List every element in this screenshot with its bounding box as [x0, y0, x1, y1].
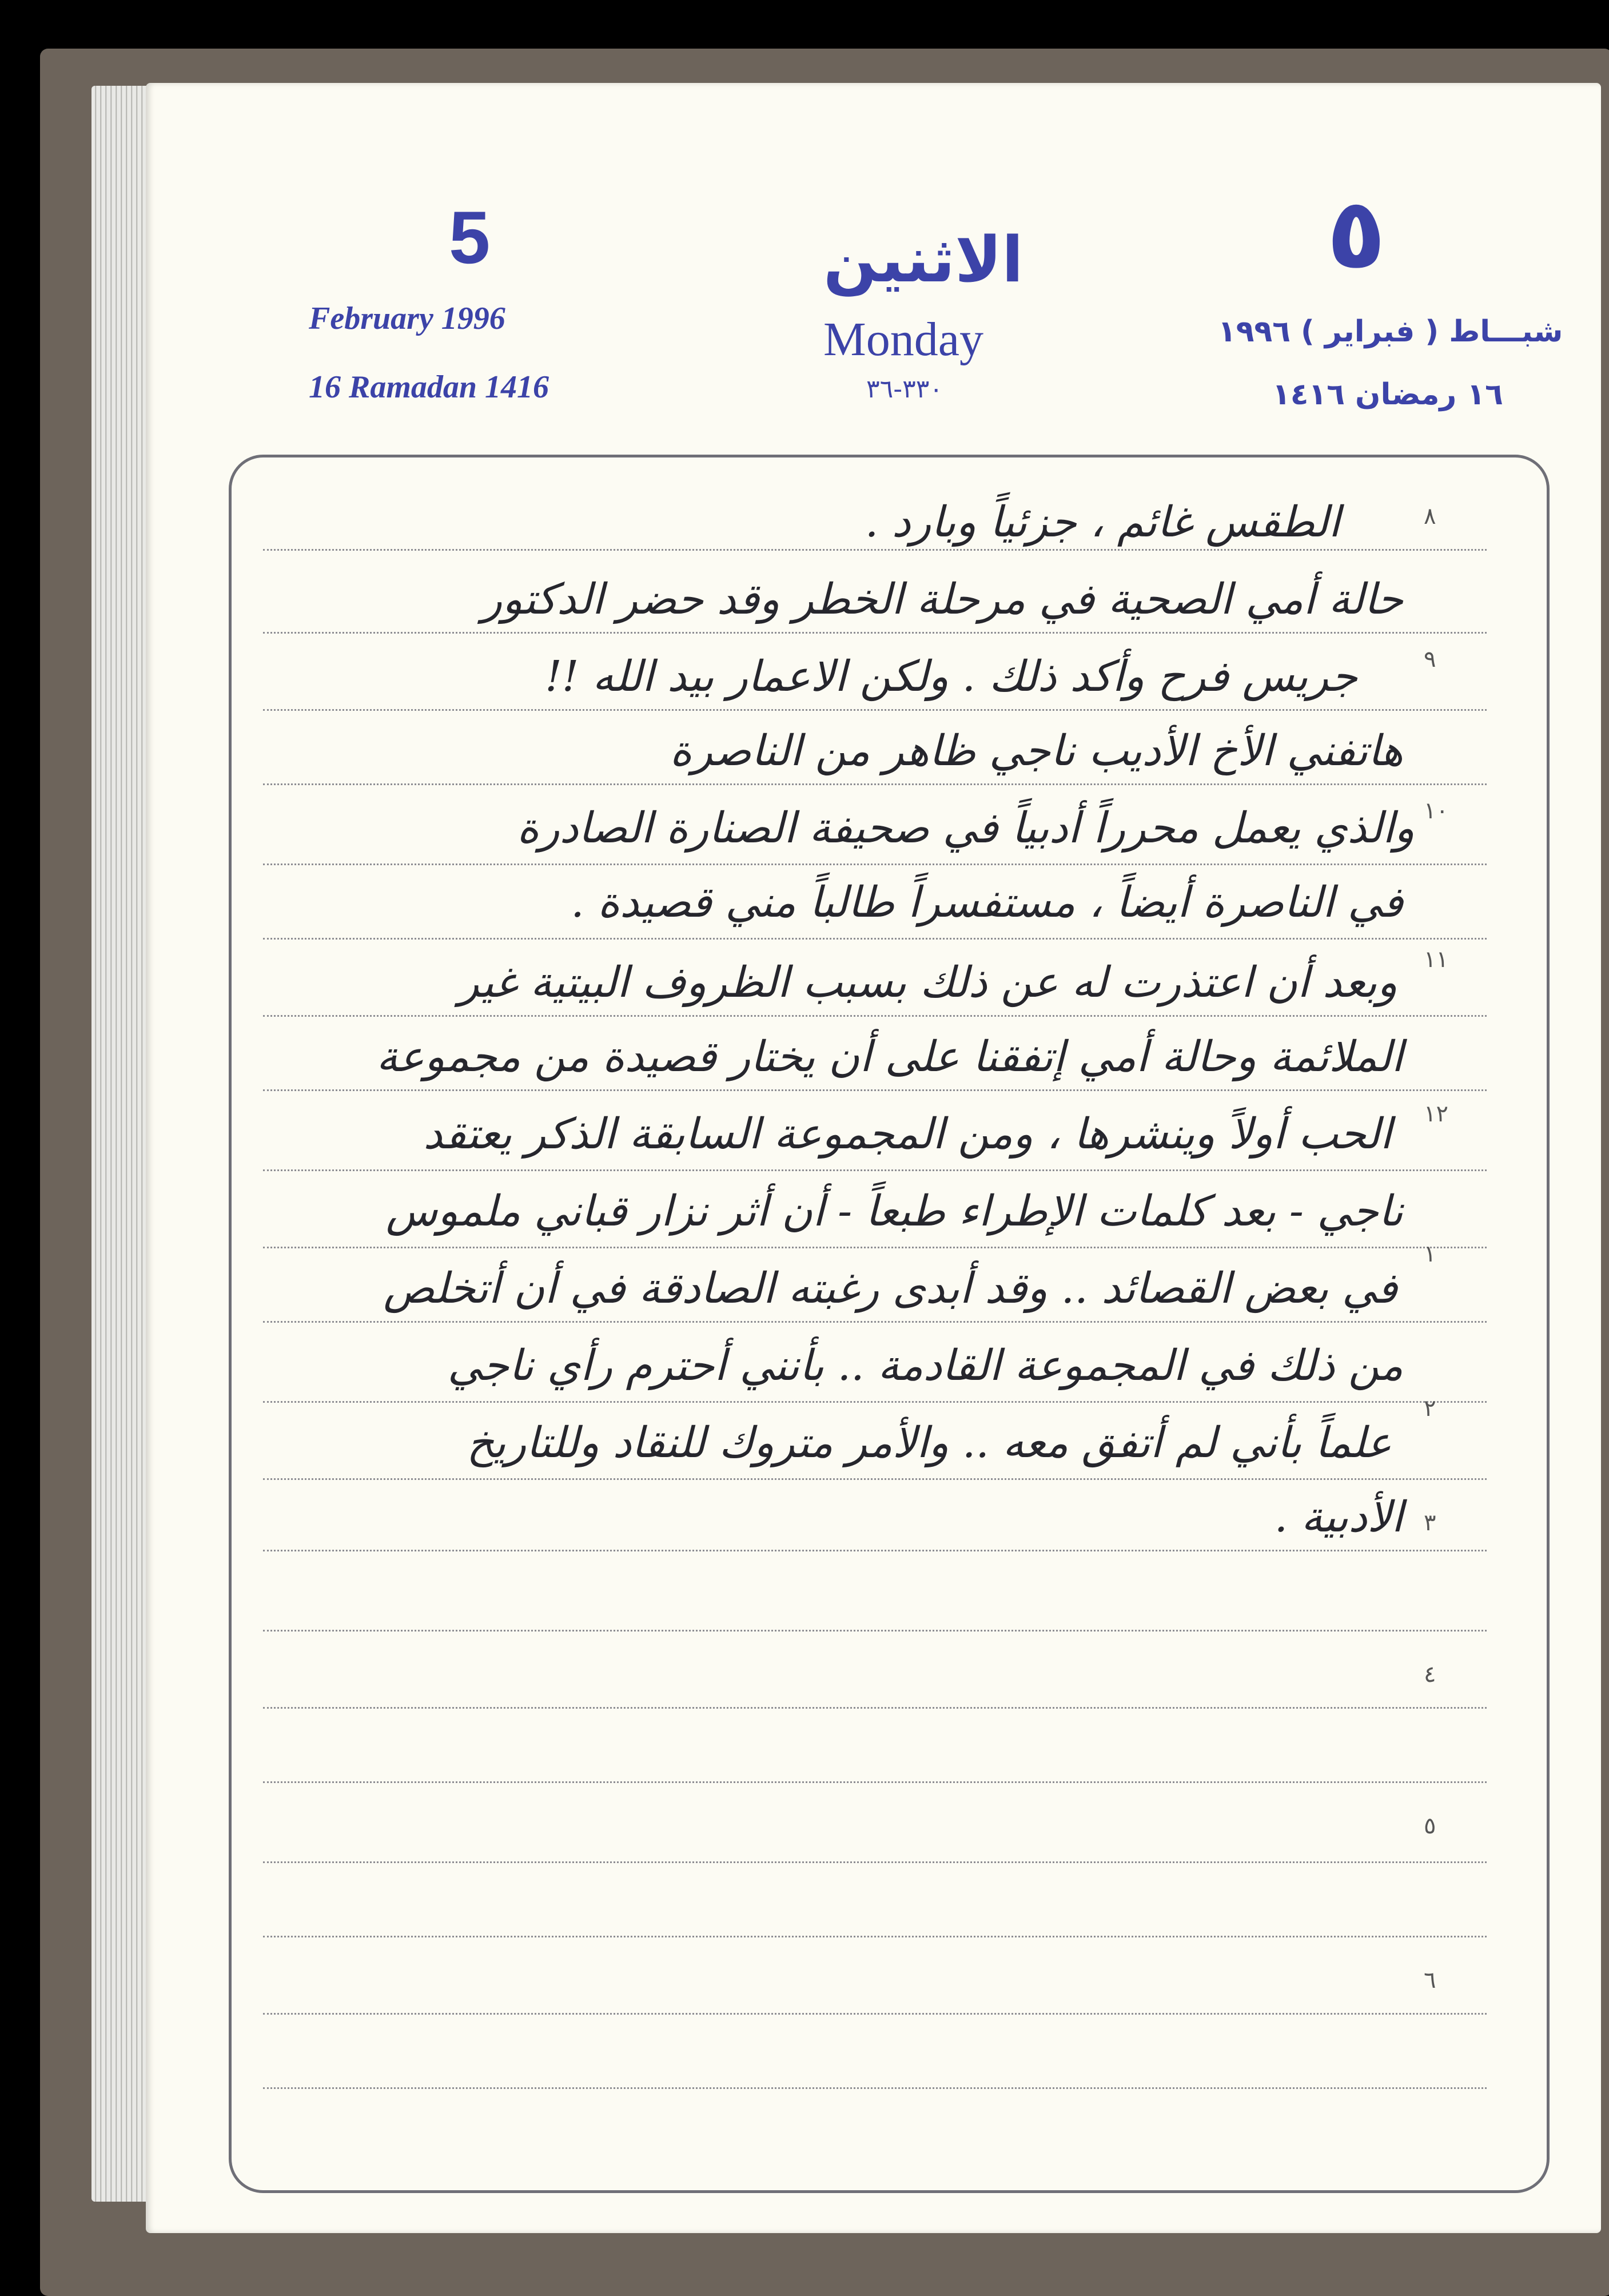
ruled-line	[263, 632, 1487, 634]
diary-entry-line: ناجي - بعد كلمات الإطراء طبعاً - أن أثر نزار قباني ملموس	[385, 1187, 1403, 1236]
gregorian-date-ar: شبـــاط ( فبراير ) ١٩٩٦	[1218, 315, 1563, 349]
ruled-line	[263, 783, 1487, 785]
diary-entry-line: في بعض القصائد .. وقد أبدى رغبته الصادقة في أن أتخلص	[383, 1264, 1397, 1313]
ruled-line	[263, 1169, 1487, 1171]
diary-entry-line: والذي يعمل محرراً أدبياً في صحيفة الصنارة الصادرة	[517, 803, 1415, 853]
diary-entry-line: الطقس غائم ، جزئياً وبارد .	[865, 498, 1340, 547]
diary-entry-line: علماً بأني لم أتفق معه .. والأمر متروك للنقاد وللتاريخ	[467, 1418, 1392, 1467]
hijri-date-ar: ١٦ رمضان ١٤١٦	[1272, 377, 1503, 412]
ruled-line	[263, 1936, 1487, 1937]
hour-label: ١٠	[1424, 798, 1448, 824]
ruled-line	[263, 1861, 1487, 1863]
day-range: ٣٣٠-٣٦	[866, 375, 943, 404]
diary-entry-line: هاتفني الأخ الأديب ناجي ظاهر من الناصرة	[670, 726, 1403, 775]
ruled-line	[263, 1550, 1487, 1551]
day-number-en: 5	[449, 196, 491, 279]
diary-entry-line: الأدبية .	[1274, 1493, 1403, 1542]
ruled-line	[263, 1707, 1487, 1709]
diary-entry-line: حالة أمي الصحية في مرحلة الخطر وقد حضر الدكتور	[481, 575, 1403, 624]
diary-entry-line: من ذلك في المجموعة القادمة .. بأنني أحترم رأي ناجي	[447, 1341, 1403, 1390]
diary-entry-line: وبعد أن اعتذرت له عن ذلك بسبب الظروف البيتية غير	[459, 958, 1397, 1007]
hijri-date-en: 16 Ramadan 1416	[309, 369, 549, 405]
hour-label: ١١	[1424, 946, 1448, 973]
ruled-line	[263, 1781, 1487, 1783]
hour-label: ٤	[1424, 1661, 1436, 1688]
ruled-line	[263, 2013, 1487, 2015]
ruled-line	[263, 1401, 1487, 1403]
hour-label: ٢	[1424, 1395, 1436, 1422]
ruled-line	[263, 1089, 1487, 1091]
ruled-line	[263, 549, 1487, 551]
ruled-line	[263, 938, 1487, 940]
hour-label: ٩	[1424, 646, 1436, 673]
ruled-line	[263, 864, 1487, 865]
day-number-ar: ٥	[1327, 177, 1386, 291]
hour-label: ٣	[1424, 1510, 1436, 1536]
hour-label: ٥	[1424, 1813, 1436, 1839]
diary-entry-line: في الناصرة أيضاً ، مستفسراً طالباً مني قصيدة .	[571, 878, 1403, 927]
hour-label: ٦	[1424, 1967, 1436, 1993]
diary-entry-line: الحب أولاً وينشرها ، ومن المجموعة السابقة الذكر يعتقد	[423, 1109, 1392, 1159]
gregorian-date-en: February 1996	[309, 301, 505, 336]
ruled-line	[263, 2087, 1487, 2089]
ruled-line	[263, 1015, 1487, 1017]
ruled-line	[263, 1247, 1487, 1248]
hour-label: ٨	[1424, 503, 1436, 530]
ruled-line	[263, 1321, 1487, 1323]
ruled-line	[263, 709, 1487, 711]
hour-label: ١	[1424, 1241, 1436, 1267]
notes-box	[229, 455, 1550, 2193]
ruled-line	[263, 1630, 1487, 1632]
weekday-ar: الاثنين	[823, 223, 1023, 296]
weekday-en: Monday	[823, 313, 983, 366]
diary-entry-line: جريس فرح وأكد ذلك . ولكن الاعمار بيد الله !!	[545, 652, 1357, 701]
hour-label: ١٢	[1424, 1101, 1448, 1127]
ruled-line	[263, 1478, 1487, 1480]
diary-entry-line: الملائمة وحالة أمي إتفقنا على أن يختار قصيدة من مجموعة	[376, 1032, 1403, 1081]
